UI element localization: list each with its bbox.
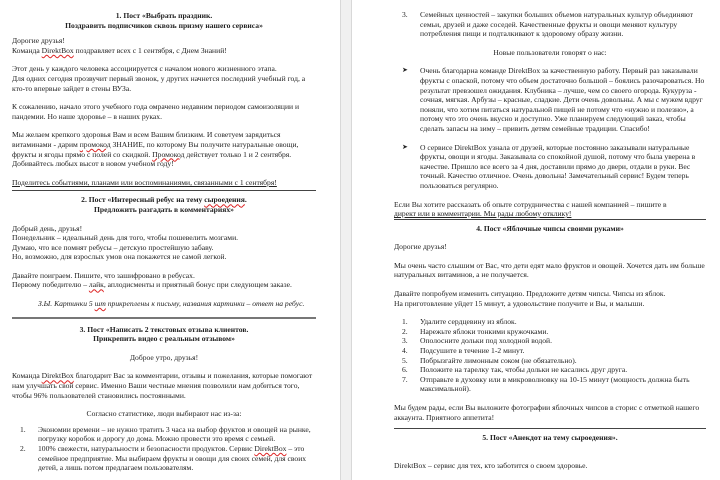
text-span: Мы желаем крепкого здоровья Вам и всем Вашим близким. И советуем зарядиться витаминами - дарим xyxy=(12,130,281,149)
steps-list xyxy=(394,317,706,394)
list-number: 7. xyxy=(402,374,408,384)
post5-title: 5. Пост «Анекдот на тему сыроедения». xyxy=(482,433,618,443)
list-number: 1. xyxy=(20,424,26,434)
list-number: 3. xyxy=(402,10,408,19)
text-span: Побрызгайте лимонным соком (не обязательно). xyxy=(420,355,577,365)
section-divider xyxy=(394,219,706,220)
post3-title-line1: 3. Пост «Написать 2 текстовых отзыва клиентов. xyxy=(79,324,249,334)
text-span: благодарит Вас за комментарии, отзывы и пожелания, которые помогают нам улучшать свой сервис. Именно Ваши честные мнения позволили нам добиться того, чтобы 96% пользователей становились постоянными. xyxy=(12,371,313,400)
post1-share-call: Поделитесь событиями, планами или воспоминаниями, связанными с 1 сентября! xyxy=(12,177,277,187)
text-span: З.Ы. Картинки 5 xyxy=(38,299,95,309)
post3-greeting: Доброе утро, друзья! xyxy=(129,352,199,362)
text-span: Отправьте в духовку или в микроволновку на 10-15 минут (мощность должна быть максимальной). xyxy=(420,374,690,394)
text-span: Команда xyxy=(12,371,42,381)
text-span: 2. Пост «Интересный ребус на тему xyxy=(81,195,205,205)
arrow-bullet-icon: ➤ xyxy=(402,142,408,151)
text-span: ЗНАНИЕ, по которому Вы получите натуральные овощи, фрукты и ягоды прямо с полей со скидкой. xyxy=(12,139,299,159)
reasons-list-continued xyxy=(394,10,706,39)
text-span: Очень благодарна команде DirektBox за качественную работу. Первый раз заказывали фрукты с опаской, потому что объем достаточно большой – боялись разочароваться. Но результат превзошел ожидания. Клубника – лучше, чем со своего огорода. Кукуруза - сочная, мягкая. Арбузы – красные, сладкие. Дети очень довольны. А мы с мужем вдруг поняли, что хотим питаться натуральной пищей не потому что «нужно и полезно», а потому что это очень вкусно и доступно. Уже планируем следующий заказ, чтобы сделать запасы на зиму – привить детям семейные традиции. Спасибо! xyxy=(420,66,705,133)
text-span: Подсушите в течение 1-2 минут. xyxy=(420,346,525,356)
post2-line: Добрый день, друзья! xyxy=(12,223,83,233)
text-span: , аплодисменты и приятный бонус при следующем заказе. xyxy=(103,280,292,290)
reasons-list xyxy=(12,425,316,473)
post2-title-line1 xyxy=(12,195,316,205)
text-span: Ополосните дольки под холодной водой. xyxy=(420,336,552,346)
list-item xyxy=(394,10,706,39)
post1-greeting: Дорогие друзья! xyxy=(12,36,65,46)
list-item xyxy=(394,356,706,366)
list-number: 5. xyxy=(402,355,408,365)
brand-name-misspelled[interactable]: DirektBox xyxy=(41,371,74,381)
post2-line: Но, возможно, для взрослых умов она покажется не самой легкой. xyxy=(12,252,227,262)
post1-title-line1: 1. Пост «Выбрать праздник. xyxy=(115,11,213,20)
post1-para2-line1: Этот день у каждого человека ассоциируется с началом нового жизненного этапа. xyxy=(12,64,277,74)
post3-stats: Согласно статистике, люди выбирают нас из-за: xyxy=(86,409,242,419)
cta-line1: Если Вы хотите рассказать об опыте сотрудничества с нашей компанией – пишите в xyxy=(394,199,667,209)
post3-title-line2: Прикрепить видео с реальным отзывом» xyxy=(93,334,235,344)
text-span: Первому победителю – xyxy=(12,280,89,290)
list-number: 4. xyxy=(402,346,408,356)
text-span: Положите на тарелку так, чтобы дольки не касались друг друга. xyxy=(420,365,628,375)
post5-text: DirektBox – сервис для тех, кто заботится о своем здоровье. xyxy=(394,460,588,470)
post3-para xyxy=(12,371,316,400)
page-separator xyxy=(340,0,352,480)
new-users-heading: Новые пользователи говорят о нас: xyxy=(493,47,607,57)
promo-word-misspelled[interactable]: промокод xyxy=(79,139,111,149)
list-item xyxy=(394,317,706,327)
post4-para1: Мы очень часто слышим от Вас, что дети едят мало фруктов и овощей. Хочется дать им больше натуральных витаминов, а не получается. xyxy=(394,260,705,280)
document-page-left xyxy=(0,0,340,480)
section-divider xyxy=(12,190,316,191)
list-number: 1. xyxy=(402,317,408,327)
list-item xyxy=(12,425,316,444)
cta-line2: директ или в комментарии. Мы рады любому отклику! xyxy=(394,209,572,219)
post1-congrats xyxy=(12,46,316,56)
promo-word-misspelled[interactable]: Промокод xyxy=(152,149,185,159)
post2-prize xyxy=(12,280,316,290)
list-item xyxy=(12,444,316,473)
post4-greeting: Дорогие друзья! xyxy=(394,242,447,252)
post4-title: 4. Пост «Яблочные чипсы своими руками» xyxy=(476,223,624,233)
post1-para3: К сожалению, начало этого учебного года омрачено недавним периодом самоизоляции и пандемии. Но наше здоровье – в наших руках. xyxy=(12,102,300,121)
text-span: Нарежьте яблоки тонкими кружочками. xyxy=(420,326,549,336)
text-span: Команда xyxy=(12,45,42,55)
review-item xyxy=(394,143,706,191)
list-number: 2. xyxy=(402,326,408,336)
brand-name-misspelled[interactable]: DirektBox xyxy=(254,444,287,453)
post2-line: Понедельник – идеальный день для того, чтобы пошевелить мозгами. xyxy=(12,233,239,243)
page-right-content xyxy=(394,10,706,470)
post1-para2-line2: Для одних сегодня прозвучит первый звонок, у других начнется последний учебный год, а кто-то впервые зайдет в стены ВУЗа. xyxy=(12,73,306,93)
list-item xyxy=(394,346,706,356)
section-divider xyxy=(394,428,706,429)
text-span: О сервисе DirektBox узнала от друзей, которые постоянно заказывали натуральные фрукты, овощи и ягоды. Заказывала со спокойной душой, потому что была уверена в качестве. Пришло все всего за 4 дня, доставили прямо до двери, отдали в руки. Вес точный. Качество отличное. Очень довольна! Замечательный сервис! Будем теперь пользоваться регулярно. xyxy=(420,142,696,190)
page-left-content xyxy=(12,11,316,473)
word-misspelled[interactable]: лайк xyxy=(88,280,104,290)
arrow-bullet-icon: ➤ xyxy=(402,66,408,75)
document-page-right xyxy=(352,0,720,480)
list-number: 3. xyxy=(402,336,408,346)
post2-play: Давайте поиграем. Пишите, что зашифровано в ребусах. xyxy=(12,270,195,280)
text-span: – это семейное предприятие. Мы выбираем фрукты и овощи для своих семей, для своих детей, а лишь потом предлагаем пользователям. xyxy=(38,444,307,473)
post4-para2-line1: Давайте попробуем изменить ситуацию. Предложите детям чипсы. Чипсы из яблок. xyxy=(394,289,666,299)
text-span: прикреплены к письму, названия картинки – ответ на ребус. xyxy=(105,299,305,309)
text-span: Экономии времени – не нужно тратить 3 часа на выбор фруктов и овощей на рынке, погрузку коробок и дорогу до дома. Можно провести это время с семьей. xyxy=(38,424,311,444)
text-span: 100% свежести, натуральности и безопасности продуктов. Сервис xyxy=(38,444,255,453)
word-misspelled[interactable]: сыроедения xyxy=(204,195,245,205)
post4-para2-line2: На приготовление уйдет 15 минут, а удовольствие получите и Вы, и малыши. xyxy=(394,298,645,308)
post1-para4 xyxy=(12,130,316,168)
text-span: поздравляет всех с 1 сентября, с Днем Знаний! xyxy=(73,45,227,55)
text-span: Семейных ценностей – закупки больших объемов натуральных культур объединяют семьи, друзей и даже соседей. Качественные фрукты и овощи меняют культуру потребления пищи и подталкивают к здоровому образу жизни. xyxy=(420,10,693,39)
text-span: действует только 1 и 2 сентября. Добивайтесь любых высот в новом учебном году! xyxy=(12,149,292,169)
text-span: Удалите сердцевину из яблок. xyxy=(420,317,517,327)
post2-ps xyxy=(12,299,316,309)
list-item xyxy=(394,336,706,346)
post2-line: Думаю, что все помнят ребусы – детскую простейшую забаву. xyxy=(12,242,214,252)
post1-title-line2: Поздравить подписчиков сквозь призму нашего сервиса» xyxy=(65,20,263,30)
post4-closing: Мы будем рады, если Вы выложите фотографии яблочных чипсов в сторис с отметкой нашего аккаунта. Приятного аппетита! xyxy=(394,403,700,422)
reviews-list xyxy=(394,66,706,190)
review-item xyxy=(394,66,706,133)
list-number: 2. xyxy=(20,444,26,453)
list-item xyxy=(394,365,706,375)
list-item xyxy=(394,327,706,337)
text-span: . xyxy=(244,195,247,205)
list-number: 6. xyxy=(402,365,408,375)
word-misspelled[interactable]: шт xyxy=(94,299,106,309)
section-divider xyxy=(12,317,316,319)
brand-name-misspelled[interactable]: DirektBox xyxy=(41,45,74,55)
list-item xyxy=(394,375,706,394)
post2-title-line2: Предложить разгадать в комментариях» xyxy=(94,204,234,214)
